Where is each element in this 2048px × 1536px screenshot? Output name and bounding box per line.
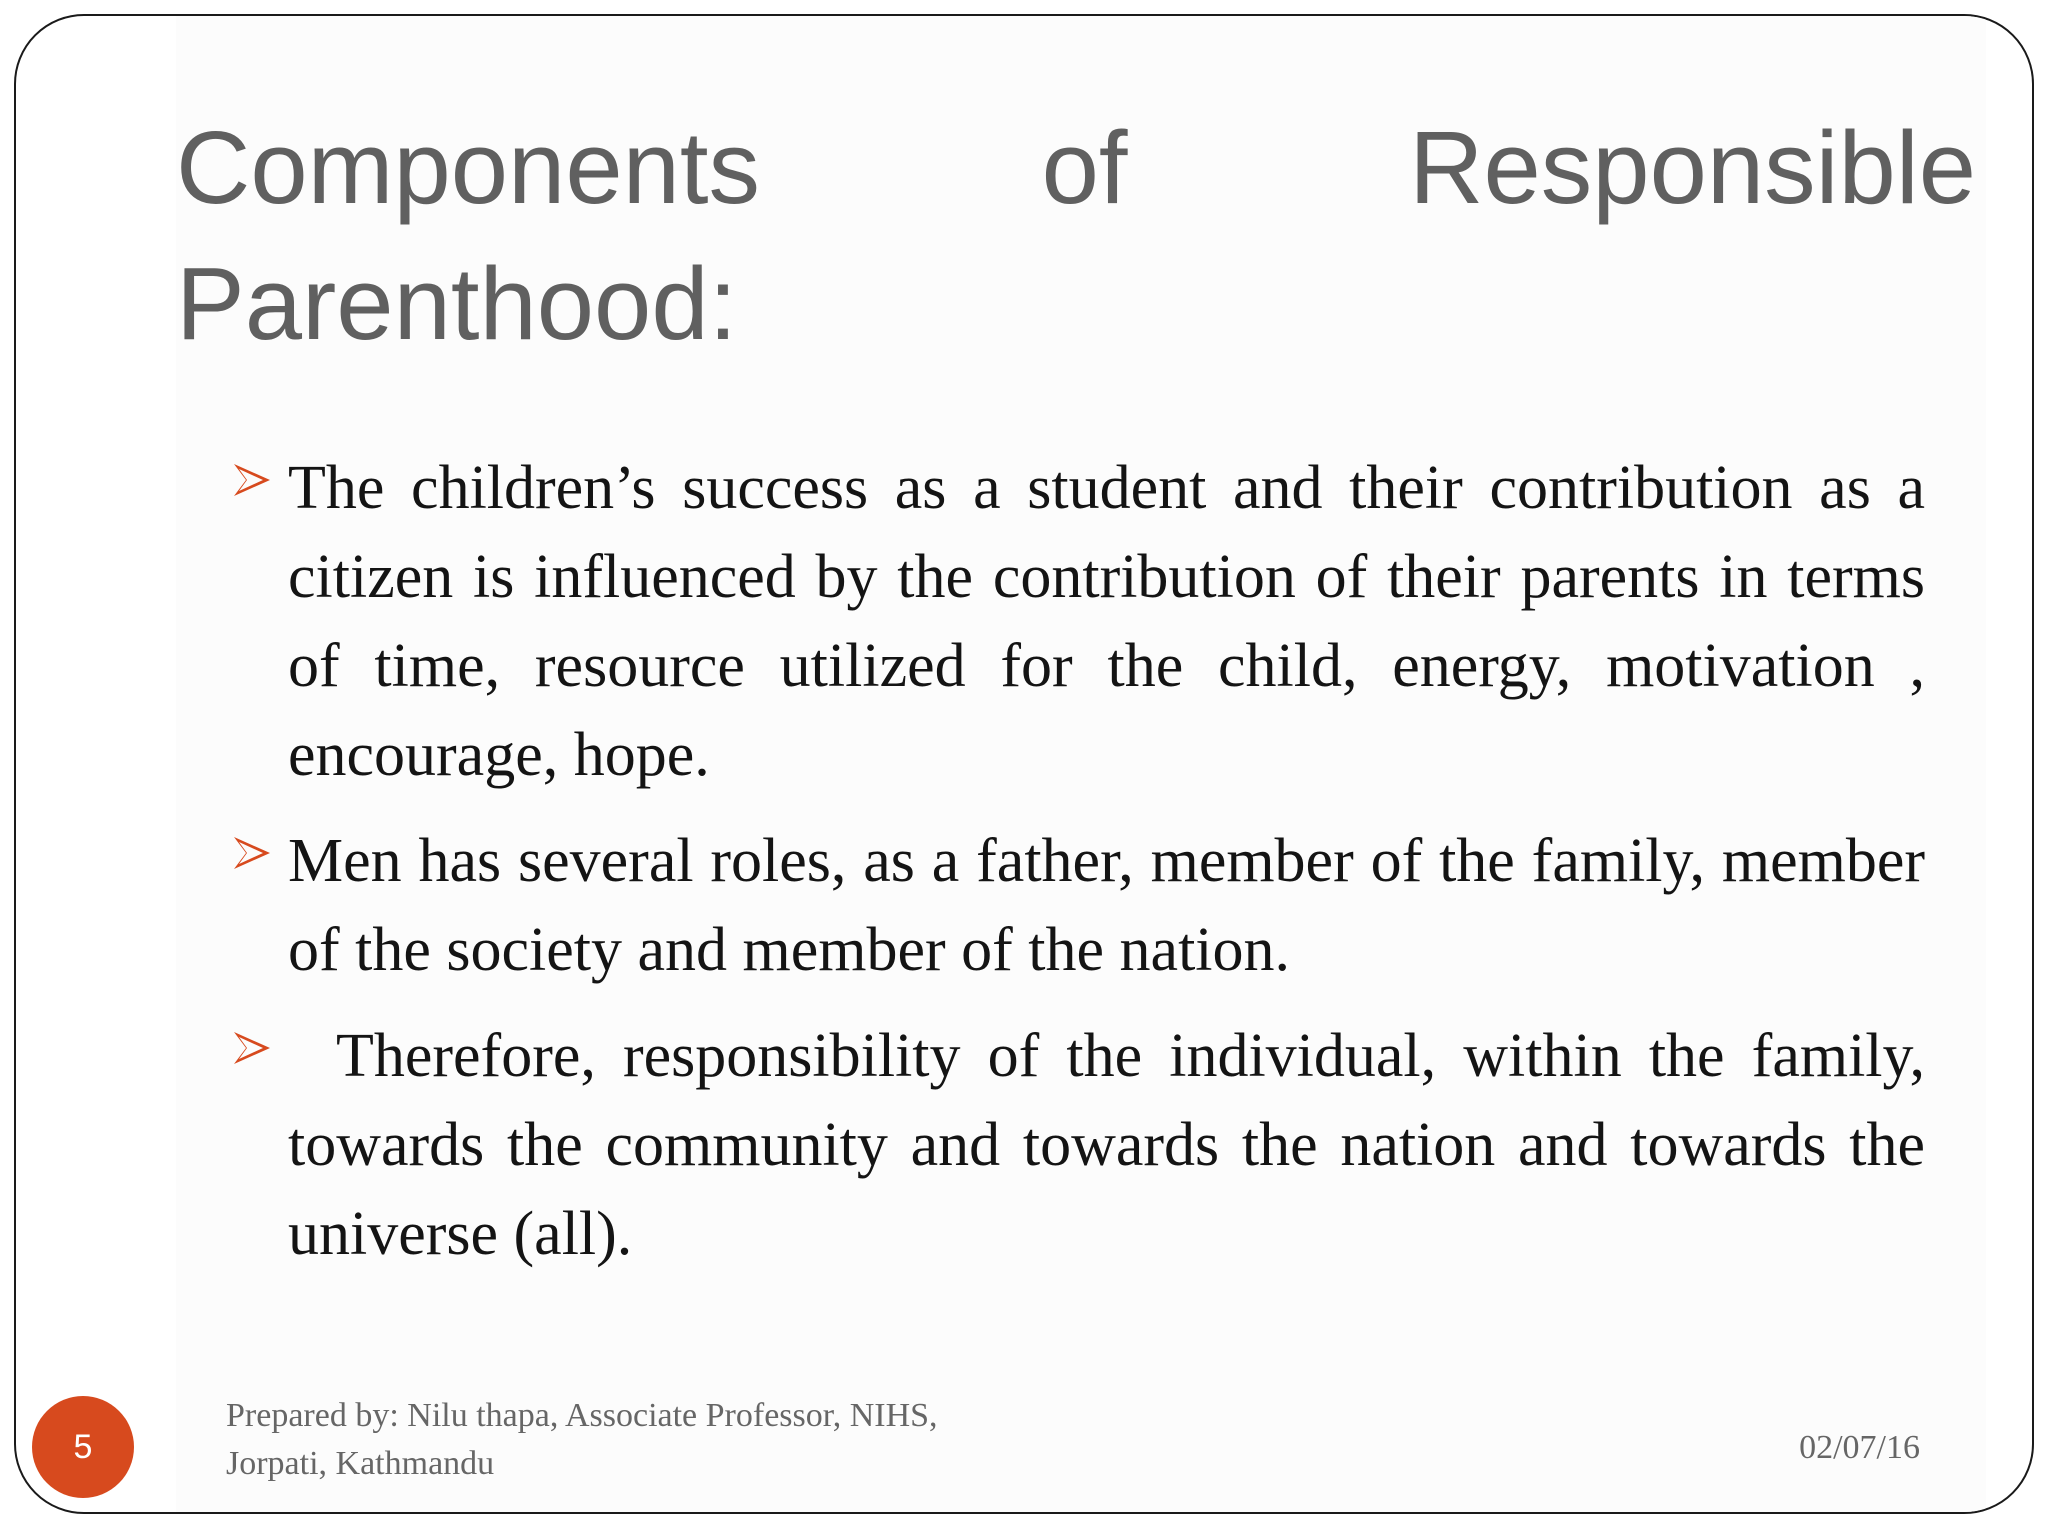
footer-credit-line-2: Jorpati, Kathmandu	[226, 1445, 495, 1482]
arrowhead-bullet-icon	[230, 458, 274, 502]
arrowhead-bullet-icon	[230, 1026, 274, 1070]
arrowhead-bullet-icon	[230, 831, 274, 875]
bullet-item	[230, 444, 1925, 800]
bullet-item	[230, 1012, 1925, 1279]
slide-title	[176, 100, 1976, 372]
footer-date: 02/07/16	[1799, 1429, 1920, 1466]
bullet-list	[230, 444, 1925, 1296]
bullet-text: The children’s success as a student and their contribution as a citizen is influenced by the contribution of their parents in terms of time, resource utilized for the child, energy, motivation , encourage, hope.	[288, 454, 1925, 789]
footer-credit	[226, 1392, 1126, 1488]
slide-title-line-2: Parenthood:	[176, 246, 738, 361]
bullet-item	[230, 817, 1925, 995]
slide-title-line-1: Components of Responsible	[176, 110, 1976, 225]
bullet-text: Therefore, responsibility of the individual, within the family, towards the community and towards the nation and towards the universe (all).	[288, 1022, 1925, 1268]
bullet-text: Men has several roles, as a father, member of the family, member of the society and member of the nation.	[288, 827, 1925, 984]
footer-credit-line-1: Prepared by: Nilu thapa, Associate Professor, NIHS,	[226, 1397, 938, 1434]
slide-number-badge: 5	[32, 1396, 134, 1498]
